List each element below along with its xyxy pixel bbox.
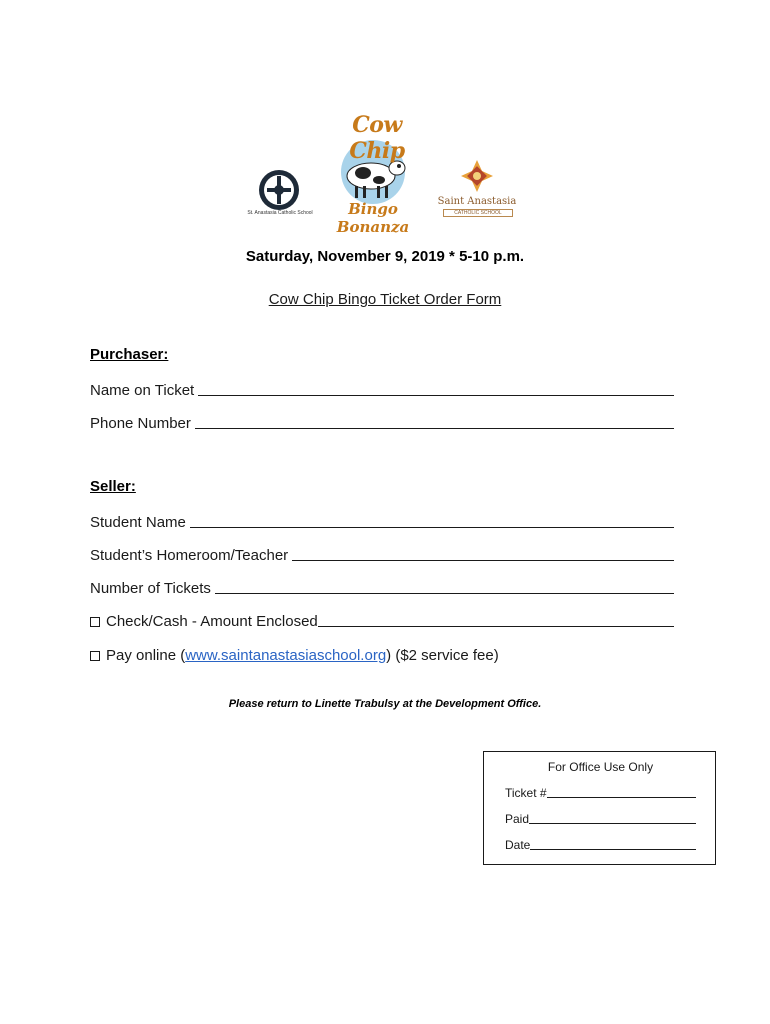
check-cash-field[interactable]: [90, 610, 674, 630]
number-of-tickets-field[interactable]: [90, 577, 674, 597]
check-cash-checkbox[interactable]: [90, 617, 100, 627]
student-name-field[interactable]: [90, 511, 674, 531]
seller-heading: Seller:: [90, 478, 136, 495]
check-cash-label: Check/Cash - Amount Enclosed: [106, 613, 318, 630]
student-name-label: Student Name: [90, 514, 186, 531]
school-seal-caption: St. Anastasia Catholic School: [247, 210, 313, 216]
office-use-title: For Office Use Only: [547, 760, 654, 774]
return-instructions: Please return to Linette Trabulsy at the Development Office.: [228, 698, 542, 710]
cow-chip-logo: [317, 110, 429, 236]
school-website-link[interactable]: www.saintanastasiaschool.org: [185, 647, 387, 664]
amount-enclosed-line[interactable]: [318, 625, 674, 627]
purchaser-heading: Purchaser:: [90, 346, 169, 363]
homeroom-teacher-line[interactable]: [292, 559, 674, 561]
phone-number-line[interactable]: [195, 427, 674, 429]
name-on-ticket-line[interactable]: [198, 394, 674, 396]
date-field[interactable]: [505, 836, 696, 852]
form-title: Cow Chip Bingo Ticket Order Form: [268, 291, 502, 308]
student-name-line[interactable]: [190, 526, 674, 528]
name-on-ticket-label: Name on Ticket: [90, 382, 195, 399]
date-line[interactable]: [530, 848, 696, 850]
phone-number-label: Phone Number: [90, 415, 191, 432]
cow-chip-logo-title: Cow Chip: [349, 112, 405, 164]
phone-number-field[interactable]: [90, 412, 674, 432]
paid-label: Paid: [505, 812, 530, 826]
pay-online-option[interactable]: [90, 644, 499, 664]
paid-field[interactable]: [505, 810, 696, 826]
cow-chip-logo-subtitle: Bingo Bonanza: [336, 200, 410, 236]
pay-online-checkbox[interactable]: [90, 651, 100, 661]
pay-online-suffix: ) ($2 service fee): [386, 647, 499, 664]
homeroom-teacher-field[interactable]: [90, 544, 674, 564]
pay-online-prefix: Pay online (: [106, 647, 186, 664]
number-of-tickets-label: Number of Tickets: [90, 580, 211, 597]
saint-anastasia-logo-sub: CATHOLIC SCHOOL: [443, 209, 513, 217]
homeroom-teacher-label: Student’s Homeroom/Teacher: [90, 547, 289, 564]
name-on-ticket-field[interactable]: [90, 379, 674, 399]
office-use-box: [483, 751, 716, 865]
event-date-title: Saturday, November 9, 2019 * 5-10 p.m.: [245, 248, 525, 265]
saint-anastasia-logo: [435, 158, 519, 228]
number-of-tickets-line[interactable]: [215, 592, 674, 594]
ticket-number-line[interactable]: [547, 796, 696, 798]
paid-line[interactable]: [529, 822, 696, 824]
date-label: Date: [505, 838, 531, 852]
logo-banner: [245, 110, 525, 236]
ticket-number-field[interactable]: [505, 784, 696, 800]
ticket-number-label: Ticket #: [505, 786, 547, 800]
saint-anastasia-logo-name: Saint Anastasia: [437, 196, 517, 207]
